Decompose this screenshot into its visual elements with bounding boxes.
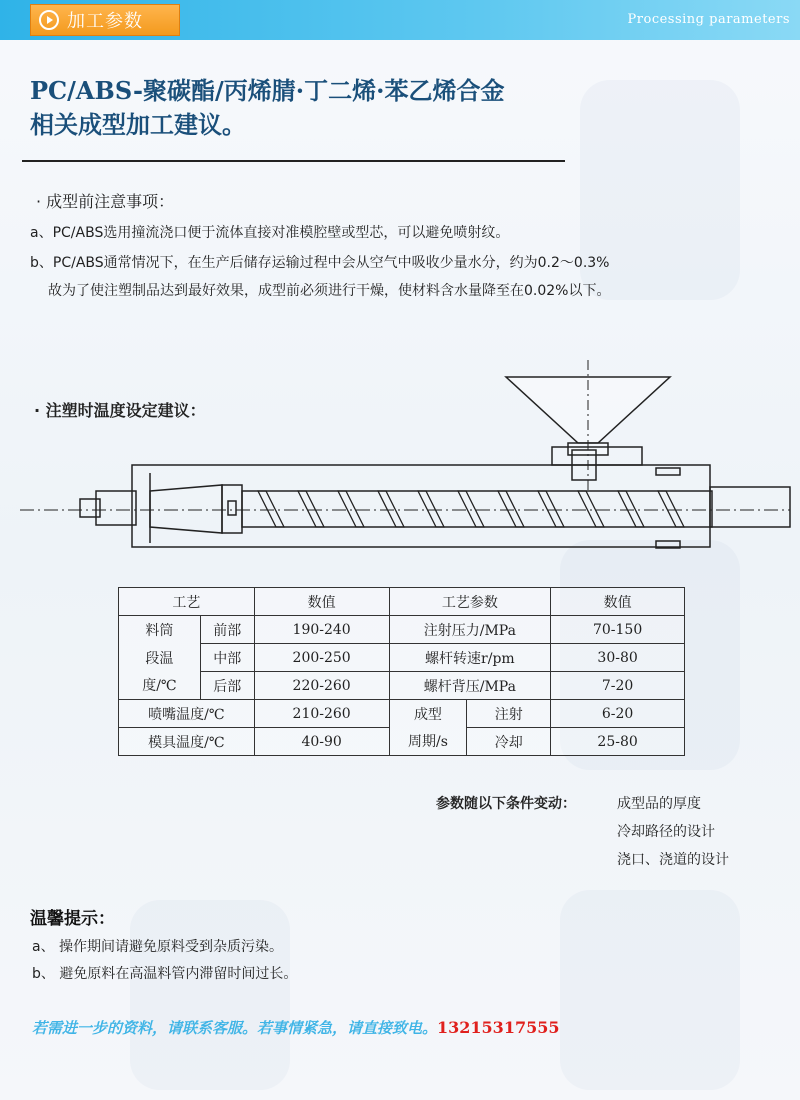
watermark <box>560 890 740 1090</box>
table-cell: 冷却 <box>467 728 551 756</box>
temperature-heading: · 注塑时温度设定建议： <box>34 401 206 420</box>
section-tab <box>30 4 180 36</box>
page-title-line2: 相关成型加工建议。 <box>30 110 246 139</box>
table-row <box>119 616 685 644</box>
play-circle-icon <box>39 10 59 30</box>
table-header-cell: 工艺 <box>119 588 255 616</box>
page-title-line1: PC/ABS-聚碳酯/丙烯腈·丁二烯·苯乙烯合金 <box>30 76 505 105</box>
tips-item-a: a、 操作期间请避免原料受到杂质污染。 <box>32 939 284 955</box>
table-cell: 30-80 <box>551 644 685 672</box>
injection-machine-diagram <box>0 355 800 570</box>
drive-shaft <box>710 487 790 527</box>
table-cell: 度/℃ <box>119 672 201 700</box>
table-cell: 注射 <box>467 700 551 728</box>
heater-top <box>656 468 680 475</box>
table-cell: 220-260 <box>254 672 389 700</box>
table-row <box>119 728 685 756</box>
watermark <box>130 900 290 1090</box>
variation-label: 参数随以下条件变动： <box>436 796 576 812</box>
table-cell: 7-20 <box>551 672 685 700</box>
tips-title: 温馨提示： <box>30 909 115 929</box>
title-divider <box>22 160 565 162</box>
table-cell: 成型 <box>389 700 467 728</box>
variation-item: 成型品的厚度 <box>617 796 701 812</box>
table-cell: 70-150 <box>551 616 685 644</box>
parameter-table <box>118 587 685 756</box>
pre-molding-item-b-line1: b、PC/ABS通常情况下，在生产后储存运输过程中会从空气中吸收少量水分，约为0.2～0.3% <box>30 255 610 271</box>
table-cell: 210-260 <box>254 700 389 728</box>
screw-tip <box>150 485 222 533</box>
contact-line <box>32 1017 559 1038</box>
table-cell: 前部 <box>200 616 254 644</box>
table-header-cell: 工艺参数 <box>389 588 551 616</box>
table-cell: 螺杆背压/MPa <box>389 672 551 700</box>
table-cell: 料筒 <box>119 616 201 644</box>
pre-molding-heading: · 成型前注意事项： <box>36 192 175 211</box>
table-row <box>119 644 685 672</box>
table-header-row <box>119 588 685 616</box>
contact-text: 若需进一步的资料，请联系客服。若事情紧急，请直接致电。 <box>32 1019 438 1037</box>
table-cell: 螺杆转速r/pm <box>389 644 551 672</box>
table-cell: 200-250 <box>254 644 389 672</box>
table-cell: 40-90 <box>254 728 389 756</box>
variation-item: 冷却路径的设计 <box>617 824 715 840</box>
barrel <box>132 465 710 547</box>
table-cell: 25-80 <box>551 728 685 756</box>
contact-phone: 13215317555 <box>437 1018 560 1037</box>
table-row <box>119 700 685 728</box>
tips-item-b: b、 避免原料在高温料管内滞留时间过长。 <box>32 966 298 982</box>
nozzle-tip <box>80 499 100 517</box>
table-cell: 6-20 <box>551 700 685 728</box>
table-cell: 喷嘴温度/℃ <box>119 700 255 728</box>
pre-molding-item-a: a、PC/ABS选用撞流浇口便于流体直接对准模腔壁或型芯，可以避免喷射纹。 <box>30 225 510 241</box>
header-english-title: Processing parameters <box>627 12 790 27</box>
table-cell: 模具温度/℃ <box>119 728 255 756</box>
check-valve <box>228 501 236 515</box>
table-cell: 后部 <box>200 672 254 700</box>
table-cell: 190-240 <box>254 616 389 644</box>
table-cell: 周期/s <box>389 728 467 756</box>
screw-flights <box>258 491 684 527</box>
table-header-cell: 数值 <box>551 588 685 616</box>
page-title <box>30 74 504 142</box>
check-ring <box>222 485 242 533</box>
variation-item: 浇口、浇道的设计 <box>617 852 729 868</box>
table-cell: 中部 <box>200 644 254 672</box>
pre-molding-item-b-line2: 故为了使注塑制品达到最好效果，成型前必须进行干燥，使材料含水量降至在0.02%以下。 <box>48 283 611 299</box>
table-header-cell: 数值 <box>254 588 389 616</box>
table-cell: 注射压力/MPa <box>389 616 551 644</box>
table-row <box>119 672 685 700</box>
table-cell: 段温 <box>119 644 201 672</box>
nozzle <box>96 491 136 525</box>
header-bar <box>0 0 800 40</box>
section-tab-label: 加工参数 <box>67 11 143 32</box>
